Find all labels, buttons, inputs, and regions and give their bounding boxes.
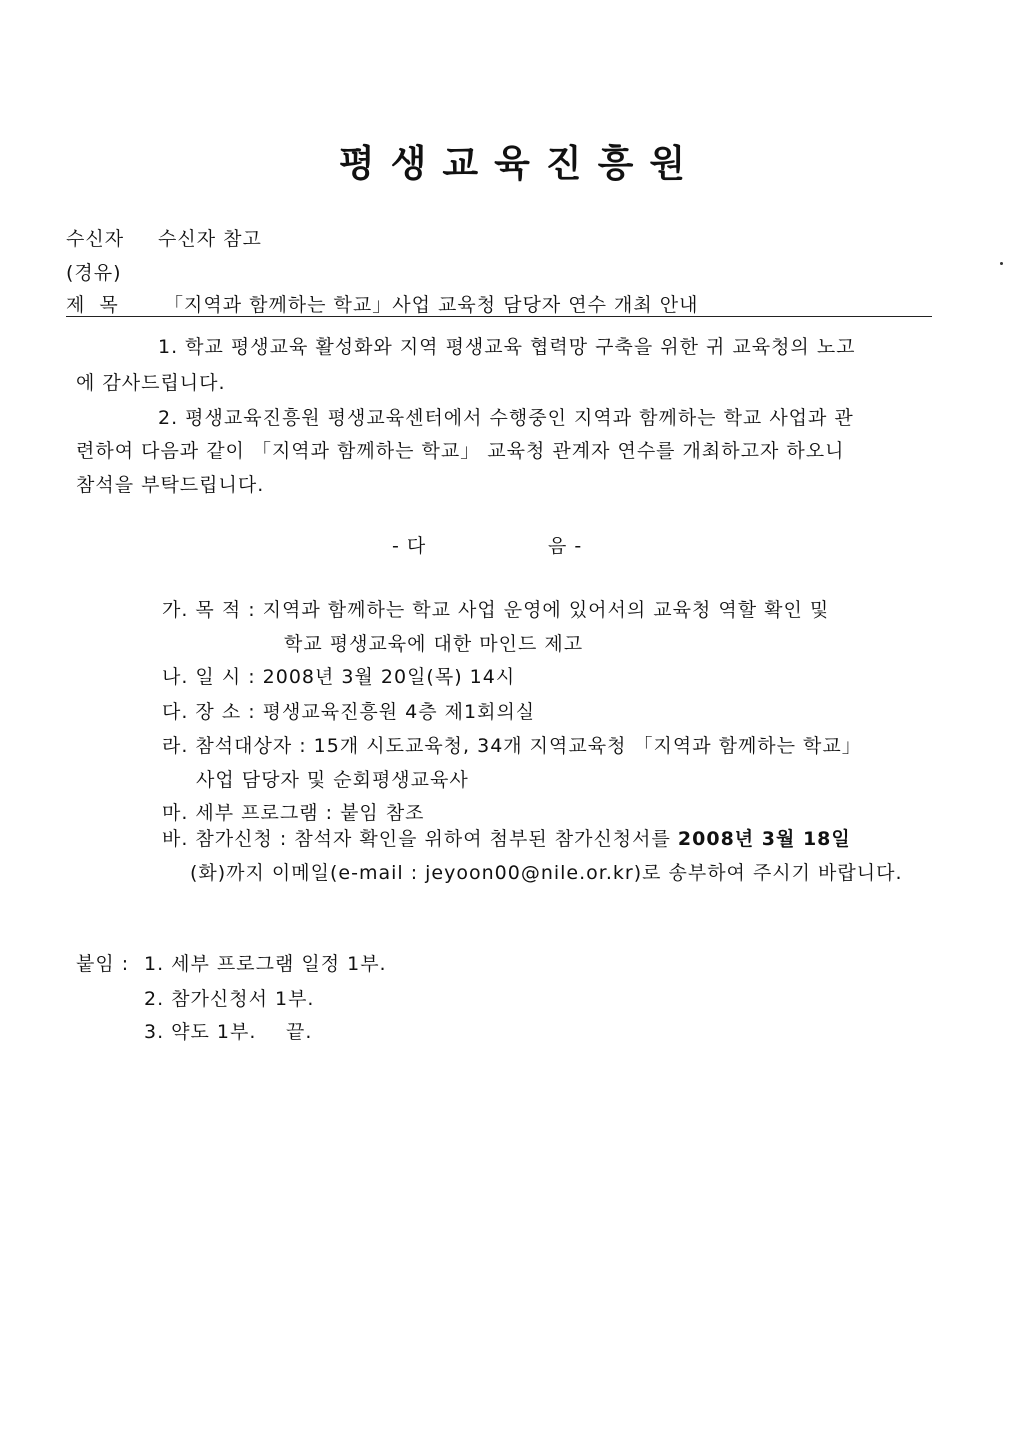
recipient-value: 수신자 참고 <box>158 228 262 250</box>
item-attendees-line-1: 라. 참석대상자 : 15개 시도교육청, 34개 지역교육청 「지역과 함께하는 학교」 <box>162 735 862 757</box>
item-purpose-line-1: 가. 목 적 : 지역과 함께하는 학교 사업 운영에 있어서의 교육청 역할 확인 및 <box>162 599 830 621</box>
scan-speck <box>1000 262 1003 265</box>
paragraph-2-line-1: 2. 평생교육진흥원 평생교육센터에서 수행중인 지역과 함께하는 학교 사업과 관 <box>158 407 854 429</box>
paragraph-1-line-2: 에 감사드립니다. <box>76 372 226 394</box>
item-purpose-line-2: 학교 평생교육에 대한 마인드 제고 <box>284 633 584 655</box>
recipient-label: 수신자 <box>66 228 125 250</box>
item-application-line-1 <box>162 824 851 851</box>
attachment-label: 붙임 : <box>76 953 130 975</box>
paragraph-1-line-1: 1. 학교 평생교육 활성화와 지역 평생교육 협력망 구축을 위한 귀 교육청의 노고 <box>158 336 856 358</box>
attachment-item-3: 3. 약도 1부. <box>144 1021 257 1043</box>
paragraph-2-line-2: 련하여 다음과 같이 「지역과 함께하는 학교」 교육청 관계자 연수를 개최하고자 하오니 <box>76 440 845 462</box>
header-divider <box>66 316 932 317</box>
section-heading-left: - 다 <box>392 535 427 557</box>
item-program: 마. 세부 프로그램 : 붙임 참조 <box>162 802 425 824</box>
application-deadline: 2008년 3월 18일 <box>677 828 851 850</box>
item-venue: 다. 장 소 : 평생교육진흥원 4층 제1회의실 <box>162 701 536 723</box>
attachment-item-2: 2. 참가신청서 1부. <box>144 988 315 1010</box>
item-attendees-line-2: 사업 담당자 및 순회평생교육사 <box>196 769 469 791</box>
subject-label: 제 목 <box>66 294 119 316</box>
item-datetime: 나. 일 시 : 2008년 3월 20일(목) 14시 <box>162 666 516 688</box>
end-mark: 끝. <box>286 1021 313 1043</box>
subject-value: 「지역과 함께하는 학교」사업 교육청 담당자 연수 개최 안내 <box>164 294 699 316</box>
attachment-item-1: 1. 세부 프로그램 일정 1부. <box>144 953 387 975</box>
org-title: 평생교육진흥원 <box>338 142 702 185</box>
item-application-line-2: (화)까지 이메일(e-mail : jeyoon00@nile.or.kr)로 송부하여 주시기 바랍니다. <box>190 862 903 884</box>
paragraph-2-line-3: 참석을 부탁드립니다. <box>76 474 265 496</box>
via-label: (경유) <box>66 262 122 284</box>
application-text: 바. 참가신청 : 참석자 확인을 위하여 첨부된 참가신청서를 <box>162 828 671 850</box>
section-heading-right: 음 - <box>548 535 583 557</box>
